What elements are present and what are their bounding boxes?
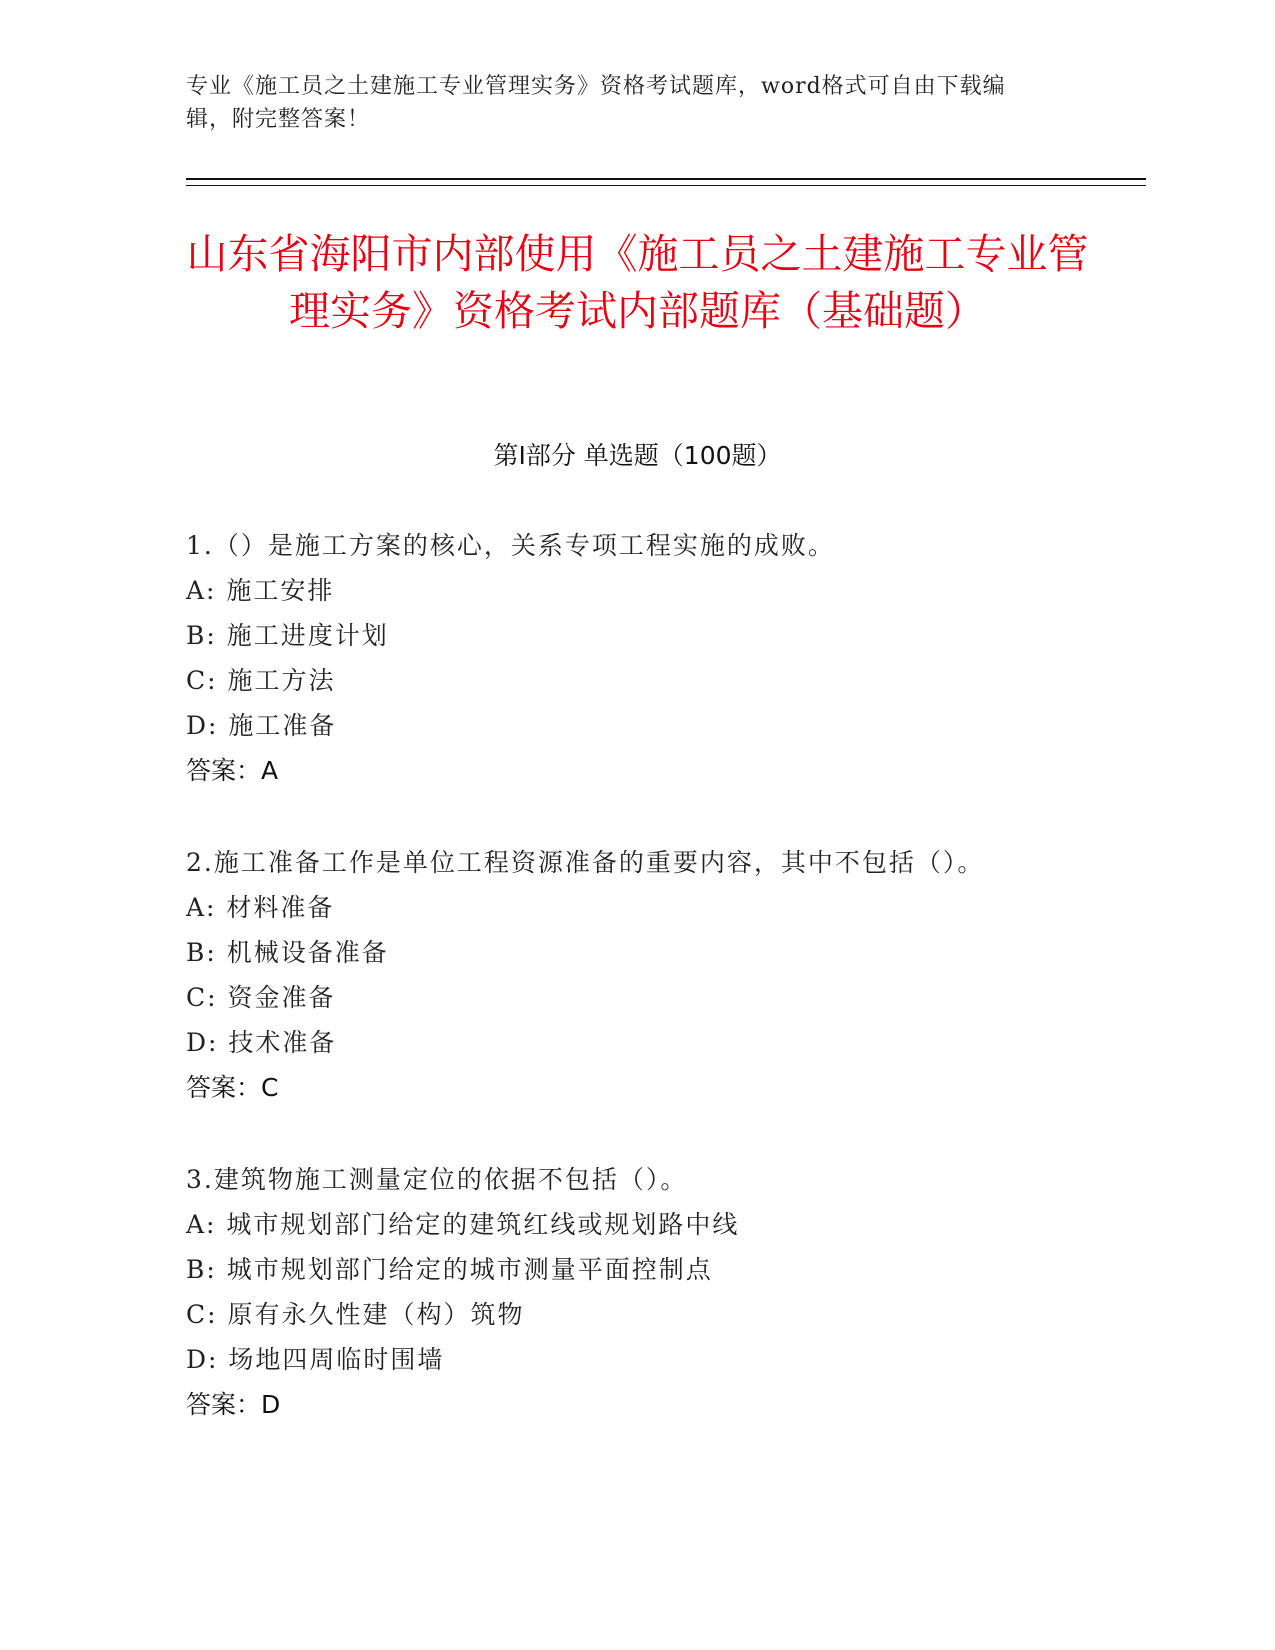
option-c: C: 施工方法	[186, 666, 336, 695]
option-d: D: 施工准备	[186, 711, 337, 740]
answer-line: 答案：C	[186, 1073, 279, 1102]
option-d: D: 场地四周临时围墙	[186, 1345, 445, 1374]
header-divider-thin	[186, 185, 1146, 186]
answer-line: 答案：D	[186, 1390, 281, 1419]
document-title: 山东省海阳市内部使用《施工员之土建施工专业管理实务》资格考试内部题库（基础题）	[186, 230, 1089, 335]
question-stem: 2.施工准备工作是单位工程资源准备的重要内容，其中不包括（）。	[186, 848, 985, 877]
option-c: C: 资金准备	[186, 983, 336, 1012]
answer-line: 答案：A	[186, 756, 279, 785]
header-line-2: 辑，附完整答案！	[186, 107, 371, 132]
question-item	[186, 1157, 1126, 1427]
header-line-1: 专业《施工员之土建施工专业管理实务》资格考试题库，word格式可自由下载编	[186, 74, 1006, 99]
option-c: C: 原有永久性建（构）筑物	[186, 1300, 525, 1329]
question-stem: 1.（）是施工方案的核心，关系专项工程实施的成败。	[186, 531, 835, 560]
question-item	[186, 840, 1126, 1110]
header-divider-thick	[186, 178, 1146, 180]
option-d: D: 技术准备	[186, 1028, 337, 1057]
option-a: A: 城市规划部门给定的建筑红线或规划路中线	[186, 1210, 740, 1239]
option-a: A: 施工安排	[186, 576, 335, 605]
document-header	[186, 70, 1066, 136]
section-heading: 第Ⅰ部分 单选题（100题）	[493, 441, 782, 470]
option-b: B: 机械设备准备	[186, 938, 389, 967]
option-b: B: 施工进度计划	[186, 621, 389, 650]
question-stem: 3.建筑物施工测量定位的依据不包括（）。	[186, 1165, 688, 1194]
option-a: A: 材料准备	[186, 893, 335, 922]
question-item	[186, 523, 1126, 793]
option-b: B: 城市规划部门给定的城市测量平面控制点	[186, 1255, 713, 1284]
